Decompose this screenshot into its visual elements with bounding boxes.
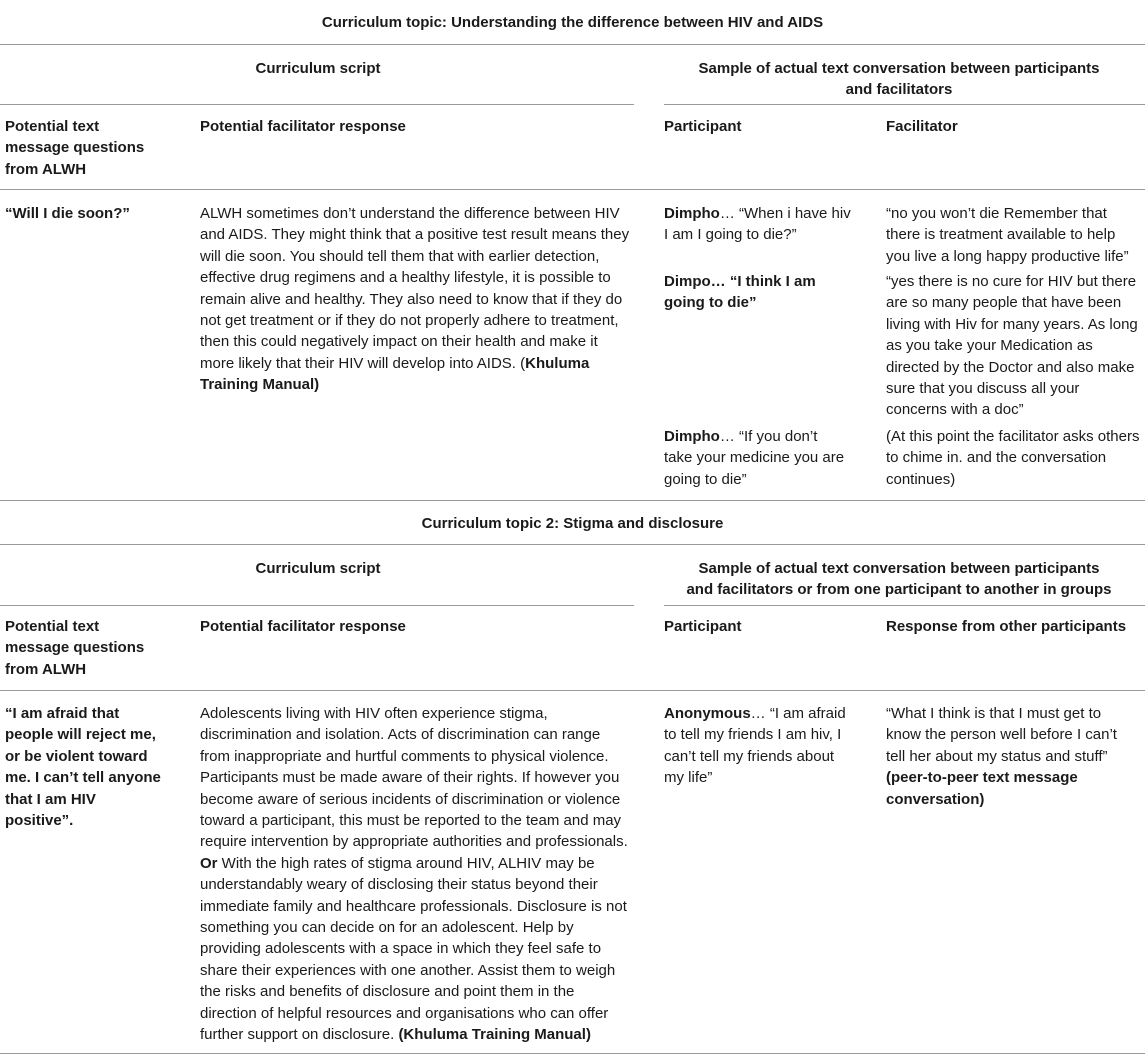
col-header-questions: Potential text message questions from ALWH <box>5 118 145 178</box>
col-header-facilitator: Facilitator <box>886 118 958 135</box>
participant-message-2: Dimpo… “I think I am going to die” <box>664 273 816 312</box>
col-header-participant: Participant <box>664 118 742 135</box>
facilitator-response-text: Adolescents living with HIV often experience stigma, discrimination and isolation. Acts of discrimination can range from inappropriate and hurtful comments to physical violence. Participants must be made aware of their rights. If however you become aware of serious incidents of discrimination or violence toward a participant, this must be reported to the team and may require intervention by appropriate authorities and professionals. Or With the high rates of stigma around HIV, ALHIV may be understandably weary of disclosing their status beyond their immediate family and healthcare professionals. Disclosure is not something you can decide on for an adolescent. Help by providing adolescents with a space in which they feel safe to share their experiences with one another. Assist them to weigh the risks and benefits of disclosure and point them in the direction of helpful resources and organisations who can offer further support on disclosure. (Khuluma Training Manual) <box>200 705 628 1044</box>
question-text: “Will I die soon?” <box>5 205 130 222</box>
topic-2-title: Curriculum topic 2: Stigma and disclosure <box>421 515 724 532</box>
participant-message-1: Dimpho… “When i have hiv I am I going to die?” <box>664 205 851 244</box>
col-header-response: Potential facilitator response <box>200 618 406 635</box>
divider <box>0 500 1145 501</box>
facilitator-reply-1: “no you won’t die Remember that there is treatment available to help you live a long happy productive life” <box>886 205 1129 265</box>
divider <box>0 104 634 105</box>
divider <box>664 104 1145 105</box>
curriculum-script-heading: Curriculum script <box>255 60 381 77</box>
divider <box>0 1053 1145 1054</box>
divider <box>0 189 1145 190</box>
curriculum-script-heading: Curriculum script <box>255 560 381 577</box>
divider <box>0 605 634 606</box>
divider <box>0 544 1145 545</box>
col-header-participant: Participant <box>664 618 742 635</box>
col-header-other-participants: Response from other participants <box>886 618 1127 635</box>
topic-1-title: Curriculum topic: Understanding the difference between HIV and AIDS <box>321 14 824 31</box>
col-header-questions: Potential text message questions from ALWH <box>5 618 145 678</box>
question-text: “I am afraid that people will reject me, or be violent toward me. I can’t tell anyone that I am HIV positive”. <box>5 705 161 830</box>
divider <box>0 44 1145 45</box>
col-header-response: Potential facilitator response <box>200 118 406 135</box>
participant-message: Anonymous… “I am afraid to tell my friends I am hiv, I can’t tell my friends about my life” <box>664 705 846 787</box>
sample-conversation-heading: Sample of actual text conversation between participants and facilitators or from one participant to another in groups <box>686 560 1112 599</box>
facilitator-response-text: ALWH sometimes don’t understand the difference between HIV and AIDS. They might think that a positive test result means they will die soon. You should tell them that with earlier detection, effective drug regimens and a healthy lifestyle, it is possible to remain alive and healthy. They also need to know that if they do not get treatment or if they do not properly adhere to treatment, then this could negatively impact on their health and make it more likely that their HIV will develop into AIDS. (Khuluma Training Manual) <box>200 205 630 394</box>
divider <box>0 690 1145 691</box>
sample-conversation-heading: Sample of actual text conversation between participants and facilitators <box>698 60 1100 99</box>
facilitator-reply-2: “yes there is no cure for HIV but there are so many people that have been living with Hiv for many years. As long as you take your Medication as directed by the Doctor and also make sure that you discuss all your concerns with a doc” <box>886 273 1138 419</box>
divider <box>664 605 1145 606</box>
peer-response: “What I think is that I must get to know the person well before I can’t tell her about my status and stuff” (peer-to-peer text message conversation) <box>886 705 1117 808</box>
facilitator-reply-3: (At this point the facilitator asks others to chime in. and the conversation continues) <box>886 428 1140 488</box>
participant-message-3: Dimpho… “If you don’t take your medicine you are going to die” <box>664 428 845 488</box>
